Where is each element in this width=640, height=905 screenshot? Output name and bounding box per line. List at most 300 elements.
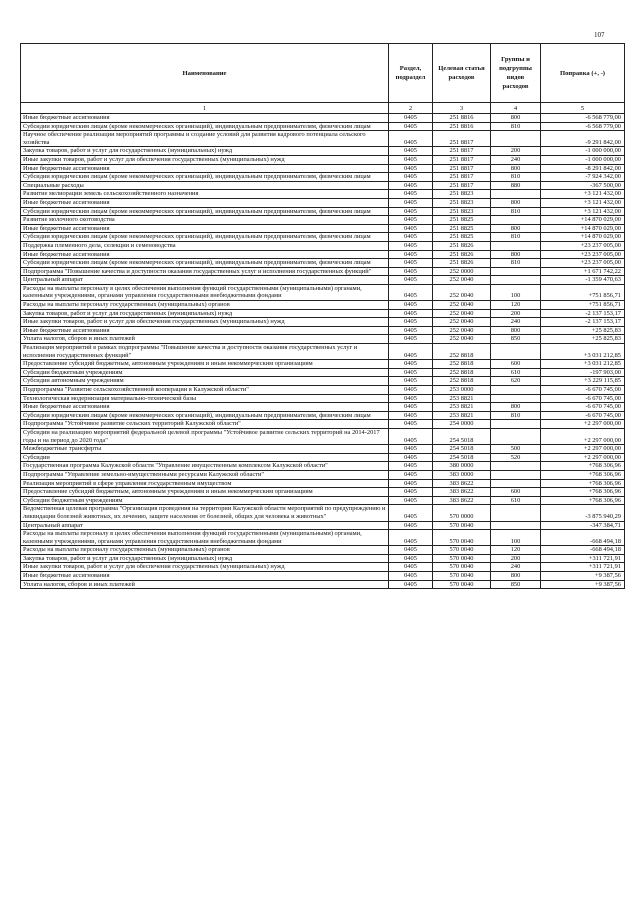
table-row [21,233,625,242]
row-section: 0405 [389,386,433,395]
table-row [21,276,625,285]
row-amendment: -6 568 779,00 [541,122,625,131]
row-amendment: +9 387,56 [541,572,625,581]
row-section: 0405 [389,233,433,242]
row-expense-group: 810 [491,122,541,131]
row-amendment: +14 870 029,00 [541,233,625,242]
row-amendment: -668 494,18 [541,530,625,546]
row-amendment: -8 291 842,00 [541,164,625,173]
row-expense-group: 850 [491,335,541,344]
row-section: 0405 [389,309,433,318]
header-num-2: 2 [389,103,433,114]
table-row [21,445,625,454]
row-name: Научное обеспечение реализации мероприятий программы и создание условий для развития кадрового потенциала сельского хозяйства [21,131,389,147]
row-expense-group [491,470,541,479]
row-target-article: 252 0040 [433,309,491,318]
row-section: 0405 [389,318,433,327]
row-target-article: 252 8818 [433,360,491,369]
row-amendment: -9 291 842,00 [541,131,625,147]
row-section: 0405 [389,147,433,156]
row-name: Реализация мероприятий в рамках подпрограммы "Повышение качества и доступности оказания государственных услуг и исполнения государственных функций" [21,344,389,360]
row-section: 0405 [389,368,433,377]
row-expense-group [491,428,541,444]
row-amendment: +768 306,96 [541,470,625,479]
row-expense-group: 240 [491,155,541,164]
row-name: Иные закупки товаров, работ и услуг для обеспечения государственных (муниципальных) нужд [21,155,389,164]
table-row [21,131,625,147]
row-target-article: 570 0040 [433,521,491,530]
row-expense-group: 200 [491,554,541,563]
row-name: Субсидии на реализацию мероприятий федеральной целевой программы "Устойчивое развитие сельских территорий на 2014-2017 годы и на период до 2020 года" [21,428,389,444]
row-name: Субсидии бюджетным учреждениям [21,496,389,505]
row-target-article: 251 8817 [433,173,491,182]
row-target-article: 570 0040 [433,563,491,572]
row-name: Иные закупки товаров, работ и услуг для обеспечения государственных (муниципальных) нужд [21,563,389,572]
row-target-article: 383 8622 [433,479,491,488]
table-row [21,368,625,377]
row-expense-group [491,386,541,395]
table-row [21,207,625,216]
row-section: 0405 [389,496,433,505]
row-name: Подпрограмма "Развитие сельскохозяйственной кооперации в Калужской области" [21,386,389,395]
row-amendment: -1 000 000,00 [541,147,625,156]
row-amendment: +23 237 005,00 [541,241,625,250]
row-section: 0405 [389,428,433,444]
row-section: 0405 [389,470,433,479]
row-name: Иные бюджетные ассигнования [21,164,389,173]
row-name: Иные бюджетные ассигнования [21,198,389,207]
row-section: 0405 [389,554,433,563]
table-row [21,326,625,335]
row-target-article: 252 0040 [433,284,491,300]
row-section: 0405 [389,122,433,131]
row-section: 0405 [389,155,433,164]
table-row [21,488,625,497]
row-name: Государственная программа Калужской области "Управление имущественным комплексом Калужской области" [21,462,389,471]
row-name: Иные бюджетные ассигнования [21,326,389,335]
row-amendment: +311 721,91 [541,563,625,572]
row-name: Расходы на выплаты персоналу государственных (муниципальных) органов [21,546,389,555]
row-name: Субсидии юридическим лицам (кроме некоммерческих организаций), индивидуальным предпринимателям, физическим лицам [21,259,389,268]
row-section: 0405 [389,335,433,344]
row-amendment: +2 297 000,00 [541,445,625,454]
row-target-article: 251 8826 [433,259,491,268]
table-row [21,479,625,488]
row-target-article: 570 0040 [433,580,491,589]
table-row [21,181,625,190]
row-expense-group: 600 [491,488,541,497]
row-amendment: +23 237 005,00 [541,250,625,259]
row-expense-group: 800 [491,572,541,581]
row-name: Субсидии [21,453,389,462]
row-amendment: -197 903,00 [541,368,625,377]
table-row [21,250,625,259]
header-num-5: 5 [541,103,625,114]
row-target-article: 251 8825 [433,224,491,233]
row-name: Расходы на выплаты персоналу в целях обеспечения выполнения функций государственными (муниципальными) органами, казенными учреждениями, органами управления государственными внебюджетными фондами [21,530,389,546]
row-amendment: +311 721,91 [541,554,625,563]
row-section: 0405 [389,164,433,173]
row-section: 0405 [389,241,433,250]
row-target-article: 252 8818 [433,368,491,377]
row-amendment: -347 384,71 [541,521,625,530]
row-name: Расходы на выплаты персоналу государственных (муниципальных) органов [21,301,389,310]
row-section: 0405 [389,216,433,225]
row-expense-group: 100 [491,284,541,300]
row-section: 0405 [389,284,433,300]
row-section: 0405 [389,453,433,462]
row-name: Закупка товаров, работ и услуг для государственных (муниципальных) нужд [21,147,389,156]
row-name: Развитие мелиорации земель сельскохозяйственного назначения [21,190,389,199]
row-target-article: 252 8818 [433,344,491,360]
row-name: Субсидии юридическим лицам (кроме некоммерческих организаций), индивидуальным предпринимателям, физическим лицам [21,411,389,420]
row-expense-group: 880 [491,181,541,190]
header-num-4: 4 [491,103,541,114]
header-num-3: 3 [433,103,491,114]
row-section: 0405 [389,563,433,572]
row-name: Субсидии юридическим лицам (кроме некоммерческих организаций), индивидуальным предпринимателям, физическим лицам [21,207,389,216]
row-amendment: +3 031 212,85 [541,344,625,360]
row-target-article: 252 0040 [433,318,491,327]
table-row [21,216,625,225]
row-amendment: -367 500,00 [541,181,625,190]
row-section: 0405 [389,377,433,386]
row-section: 0405 [389,198,433,207]
row-section: 0405 [389,403,433,412]
row-target-article: 254 5018 [433,445,491,454]
header-expense-groups: Группы и подгруппы видов расходов [491,44,541,103]
row-amendment: -7 924 342,00 [541,173,625,182]
row-amendment: +2 297 000,00 [541,428,625,444]
row-section: 0405 [389,181,433,190]
header-section: Раздел, подраздел [389,44,433,103]
row-amendment: +768 306,96 [541,496,625,505]
row-name: Технологическая модернизация материально-технической базы [21,394,389,403]
row-expense-group: 800 [491,326,541,335]
table-row [21,377,625,386]
row-section: 0405 [389,394,433,403]
budget-amendments-table [20,43,625,589]
row-section: 0405 [389,572,433,581]
row-expense-group: 520 [491,453,541,462]
row-expense-group: 810 [491,411,541,420]
row-target-article: 383 8622 [433,488,491,497]
row-amendment: +3 121 432,00 [541,190,625,199]
table-row [21,284,625,300]
row-expense-group: 850 [491,580,541,589]
row-amendment: +768 306,96 [541,488,625,497]
row-section: 0405 [389,505,433,521]
table-row [21,530,625,546]
row-expense-group: 810 [491,207,541,216]
row-expense-group [491,344,541,360]
row-section: 0405 [389,250,433,259]
row-name: Подпрограмма "Повышение качества и доступности оказания государственных услуг и исполнения государственных функций" [21,267,389,276]
row-amendment: -1 000 000,00 [541,155,625,164]
row-target-article: 253 8821 [433,403,491,412]
row-target-article: 383 8622 [433,496,491,505]
row-expense-group: 120 [491,546,541,555]
row-target-article: 251 8817 [433,155,491,164]
row-target-article: 570 0040 [433,530,491,546]
row-name: Субсидии бюджетным учреждениям [21,368,389,377]
table-row [21,563,625,572]
row-amendment: -6 568 779,00 [541,114,625,123]
table-body [21,114,625,589]
row-section: 0405 [389,344,433,360]
row-name: Развитие молочного скотоводства [21,216,389,225]
table-row [21,164,625,173]
row-name: Центральный аппарат [21,276,389,285]
row-name: Предоставление субсидий бюджетным, автономным учреждениям и иным некоммерческим организациям [21,360,389,369]
row-expense-group: 800 [491,164,541,173]
row-section: 0405 [389,224,433,233]
table-row [21,344,625,360]
header-num-1: 1 [21,103,389,114]
row-amendment: -6 670 745,00 [541,394,625,403]
row-amendment: +3 229 115,85 [541,377,625,386]
row-target-article: 254 0000 [433,420,491,429]
table-row [21,224,625,233]
row-section: 0405 [389,420,433,429]
row-amendment: -668 494,18 [541,546,625,555]
row-target-article: 252 0040 [433,301,491,310]
row-section: 0405 [389,411,433,420]
row-target-article: 254 5018 [433,428,491,444]
row-expense-group [491,505,541,521]
row-expense-group: 600 [491,360,541,369]
table-row [21,318,625,327]
row-section: 0405 [389,530,433,546]
row-name: Уплата налогов, сборов и иных платежей [21,580,389,589]
row-expense-group: 800 [491,250,541,259]
row-name: Подпрограмма "Управление земельно-имущественными ресурсами Калужской области" [21,470,389,479]
table-row [21,190,625,199]
row-expense-group [491,241,541,250]
table-row [21,505,625,521]
row-expense-group [491,131,541,147]
table-row [21,301,625,310]
row-expense-group: 800 [491,114,541,123]
table-header [21,44,625,114]
row-amendment: +3 121 432,00 [541,198,625,207]
row-expense-group [491,267,541,276]
row-target-article: 251 8817 [433,164,491,173]
row-name: Иные закупки товаров, работ и услуг для обеспечения государственных (муниципальных) нужд [21,318,389,327]
row-amendment: -6 670 745,00 [541,411,625,420]
row-name: Предоставление субсидий бюджетным, автономным учреждениям и иным некоммерческим организациям [21,488,389,497]
table-row [21,554,625,563]
row-section: 0405 [389,190,433,199]
row-name: Уплата налогов, сборов и иных платежей [21,335,389,344]
row-section: 0405 [389,479,433,488]
row-target-article: 570 0040 [433,546,491,555]
row-amendment: -1 359 470,63 [541,276,625,285]
row-name: Подпрограмма "Устойчивое развитие сельских территорий Калужской области" [21,420,389,429]
row-name: Закупка товаров, работ и услуг для государственных (муниципальных) нужд [21,554,389,563]
row-target-article: 251 8825 [433,233,491,242]
row-section: 0405 [389,173,433,182]
table-row [21,335,625,344]
row-name: Специальные расходы [21,181,389,190]
table-row [21,453,625,462]
row-amendment: +2 297 000,00 [541,420,625,429]
row-section: 0405 [389,326,433,335]
row-expense-group: 240 [491,318,541,327]
table-row [21,428,625,444]
row-expense-group: 800 [491,403,541,412]
table-row [21,241,625,250]
row-name: Иные бюджетные ассигнования [21,114,389,123]
row-target-article: 251 8817 [433,147,491,156]
row-amendment: +14 870 029,00 [541,216,625,225]
row-amendment: +751 856,71 [541,284,625,300]
row-expense-group: 610 [491,368,541,377]
row-amendment: +3 121 432,00 [541,207,625,216]
row-section: 0405 [389,267,433,276]
row-target-article: 252 0040 [433,326,491,335]
table-row [21,572,625,581]
row-name: Межбюджетные трансферты [21,445,389,454]
table-row [21,360,625,369]
row-section: 0405 [389,488,433,497]
row-target-article: 570 0000 [433,505,491,521]
table-row [21,173,625,182]
row-name: Субсидии автономным учреждениям [21,377,389,386]
row-section: 0405 [389,114,433,123]
row-amendment: +3 031 212,85 [541,360,625,369]
row-expense-group: 810 [491,259,541,268]
row-target-article: 252 0000 [433,267,491,276]
row-target-article: 251 8826 [433,250,491,259]
row-section: 0405 [389,207,433,216]
row-target-article: 251 8823 [433,207,491,216]
row-expense-group: 810 [491,233,541,242]
row-name: Субсидии юридическим лицам (кроме некоммерческих организаций), индивидуальным предпринимателям, физическим лицам [21,122,389,131]
row-name: Закупка товаров, работ и услуг для государственных (муниципальных) нужд [21,309,389,318]
row-name: Субсидии юридическим лицам (кроме некоммерческих организаций), индивидуальным предпринимателям, физическим лицам [21,233,389,242]
table-row [21,546,625,555]
row-amendment: +751 856,71 [541,301,625,310]
row-target-article: 253 0000 [433,386,491,395]
row-name: Иные бюджетные ассигнования [21,572,389,581]
row-target-article: 251 8816 [433,114,491,123]
row-expense-group [491,462,541,471]
row-amendment: +768 306,96 [541,479,625,488]
table-row [21,259,625,268]
table-row [21,198,625,207]
header-name: Наименование [21,44,389,103]
row-expense-group: 100 [491,530,541,546]
table-row [21,496,625,505]
table-row [21,309,625,318]
row-expense-group [491,420,541,429]
row-target-article: 570 0040 [433,572,491,581]
row-expense-group: 500 [491,445,541,454]
row-name: Иные бюджетные ассигнования [21,403,389,412]
table-row [21,155,625,164]
row-section: 0405 [389,445,433,454]
row-section: 0405 [389,259,433,268]
row-target-article: 252 0040 [433,335,491,344]
row-expense-group: 200 [491,309,541,318]
row-expense-group [491,216,541,225]
row-amendment: -2 137 153,17 [541,318,625,327]
row-amendment: -6 670 745,00 [541,386,625,395]
row-expense-group: 810 [491,173,541,182]
row-name: Субсидии юридическим лицам (кроме некоммерческих организаций), индивидуальным предпринимателям, физическим лицам [21,173,389,182]
row-expense-group [491,190,541,199]
row-target-article: 254 5018 [433,453,491,462]
row-target-article: 251 8826 [433,241,491,250]
row-section: 0405 [389,360,433,369]
row-expense-group [491,394,541,403]
table-row [21,521,625,530]
row-amendment: +25 825,83 [541,335,625,344]
row-name: Иные бюджетные ассигнования [21,250,389,259]
table-row [21,470,625,479]
row-expense-group [491,276,541,285]
row-target-article: 380 0000 [433,462,491,471]
row-name: Ведомственная целевая программа "Организация проведения на территории Калужской области мероприятий по предупреждению и ликвидации болезней животных, их лечению, защите населения от болезней, общих для человека и животных" [21,505,389,521]
table-row [21,580,625,589]
header-target-article: Целевая статья расходов [433,44,491,103]
row-amendment: +768 306,96 [541,462,625,471]
row-target-article: 251 8817 [433,181,491,190]
row-expense-group [491,521,541,530]
table-row [21,267,625,276]
row-expense-group: 200 [491,147,541,156]
row-name: Расходы на выплаты персоналу в целях обеспечения выполнения функций государственными (муниципальными) органами, казенными учреждениями, органами управления государственными внебюджетными фондами [21,284,389,300]
row-section: 0405 [389,521,433,530]
row-target-article: 251 8823 [433,190,491,199]
row-expense-group: 620 [491,377,541,386]
row-name: Центральный аппарат [21,521,389,530]
row-amendment: +2 297 000,00 [541,453,625,462]
row-amendment: +14 870 029,00 [541,224,625,233]
row-target-article: 253 8821 [433,394,491,403]
table-row [21,420,625,429]
row-section: 0405 [389,301,433,310]
table-row [21,403,625,412]
row-amendment: +9 387,56 [541,580,625,589]
row-target-article: 251 8823 [433,198,491,207]
row-section: 0405 [389,546,433,555]
row-target-article: 251 8816 [433,122,491,131]
row-target-article: 570 0040 [433,554,491,563]
header-amendment: Поправка (+, -) [541,44,625,103]
row-amendment: +23 237 005,00 [541,259,625,268]
table-row [21,394,625,403]
row-target-article: 252 8818 [433,377,491,386]
row-target-article: 251 8817 [433,131,491,147]
row-expense-group: 120 [491,301,541,310]
row-expense-group: 800 [491,224,541,233]
row-amendment: -2 137 153,17 [541,309,625,318]
row-expense-group [491,479,541,488]
row-section: 0405 [389,131,433,147]
row-name: Иные бюджетные ассигнования [21,224,389,233]
row-expense-group: 800 [491,198,541,207]
row-amendment: -3 875 940,29 [541,505,625,521]
table-row [21,386,625,395]
table-row [21,411,625,420]
table-row [21,147,625,156]
table-row [21,122,625,131]
row-expense-group: 240 [491,563,541,572]
row-target-article: 383 0000 [433,470,491,479]
row-expense-group: 610 [491,496,541,505]
